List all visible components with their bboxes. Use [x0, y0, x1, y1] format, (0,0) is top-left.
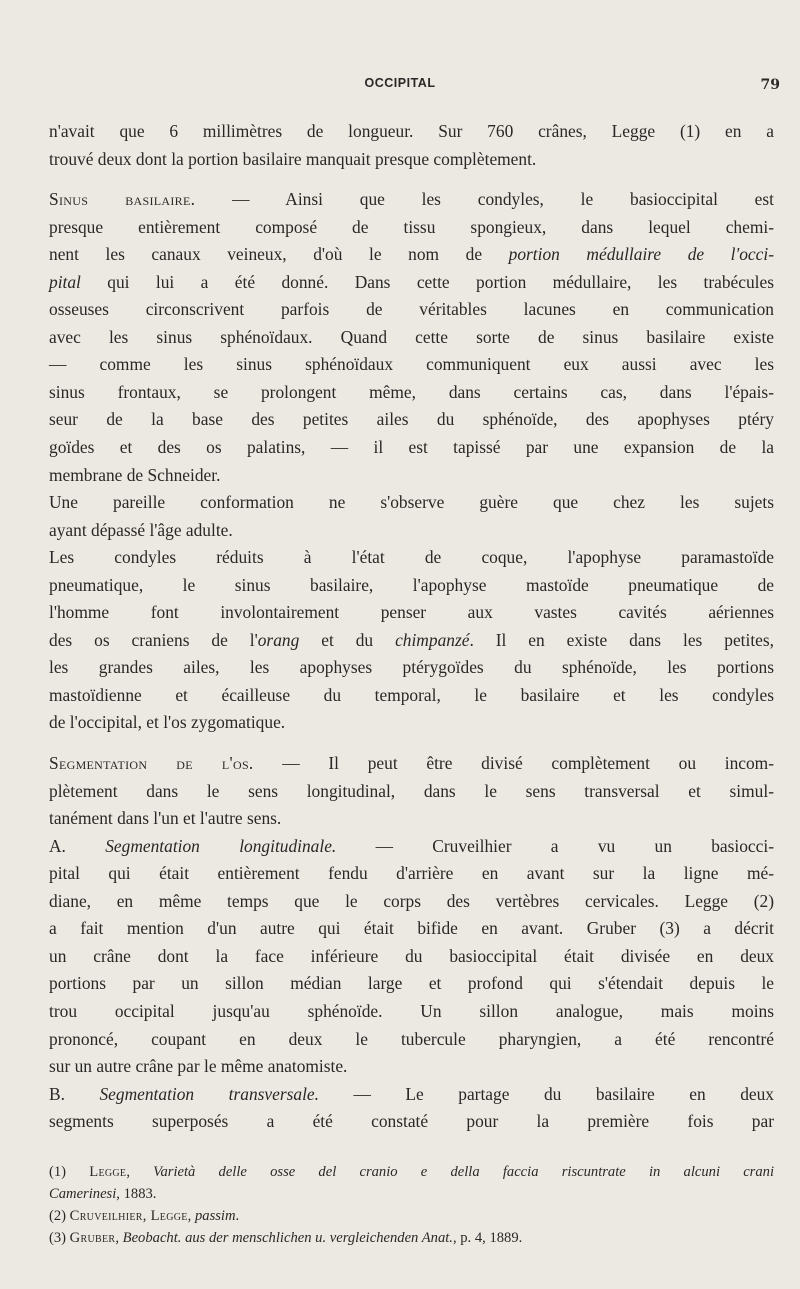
text-line: nent les canaux veineux, d'où le nom de portion médullaire de l'occi- — [49, 244, 774, 265]
page-number: 79 — [760, 77, 780, 93]
section-heading-sinus: Sinus basilaire. — [49, 189, 196, 210]
running-title: OCCIPITAL — [364, 76, 436, 90]
text-line: trouvé deux dont la portion basilaire manquait presque complètement. — [49, 148, 537, 169]
footnote-1-cont: Camerinesi, 1883. — [49, 1186, 157, 1202]
text-line: presque entièrement composé de tissu spongieux, dans lequel chemi- — [49, 216, 774, 237]
section-heading-segmentation: Segmentation de l'os. — [49, 753, 254, 774]
text-line: a fait mention d'un autre qui était bifide en avant. Gruber (3) a décrit — [49, 918, 774, 939]
text-line: pital qui lui a été donné. Dans cette portion médullaire, les trabécules — [49, 271, 774, 292]
text-line: les grandes ailes, les apophyses ptérygoïdes du sphénoïde, les portions — [49, 657, 774, 678]
text-line: prononcé, coupant en deux le tubercule pharyngien, a été rencontré — [49, 1028, 774, 1049]
subsection-title-b: Segmentation transversale. — [99, 1083, 319, 1104]
text-line: Une pareille conformation ne s'observe guère que chez les sujets — [49, 492, 774, 513]
text-line: goïdes et des os palatins, — il est tapissé par une expansion de la — [49, 437, 774, 458]
text-line: — comme les sinus sphénoïdaux communiquent eux aussi avec les — [49, 354, 774, 375]
text-line: n'avait que 6 millimètres de longueur. Sur 760 crânes, Legge (1) en a — [49, 121, 774, 141]
text-line: un crâne dont la face inférieure du basioccipital était divisée en deux — [49, 945, 774, 966]
text-line: portions par un sillon médian large et profond qui s'étendait depuis le — [49, 973, 774, 994]
text-line: membrane de Schneider. — [49, 464, 221, 485]
text-line: diane, en même temps que le corps des vertèbres cervicales. Legge (2) — [49, 890, 774, 911]
text-line: des os craniens de l'orang et du chimpanzé. Il en existe dans les petites, — [49, 629, 774, 650]
text-line: sinus frontaux, se prolongent même, dans certains cas, dans l'épais- — [49, 381, 774, 402]
italic-term: portion médullaire de l'occi- — [508, 244, 774, 265]
text-line: sur un autre crâne par le même anatomiste. — [49, 1056, 348, 1077]
text-line: trou occipital jusqu'au sphénoïde. Un sillon analogue, mais moins — [49, 1000, 774, 1021]
text-line: A. Segmentation longitudinale. — Cruveilhier a vu un basiocci- — [49, 835, 774, 856]
text-line: avec les sinus sphénoïdaux. Quand cette sorte de sinus basilaire existe — [49, 326, 774, 347]
footnote-3: (3) Gruber, Beobacht. aus der menschlichen u. vergleichenden Anat., p. 4, 1889. — [49, 1230, 523, 1246]
italic-term: pital — [49, 271, 81, 292]
text-line: tanément dans l'un et l'autre sens. — [49, 808, 282, 829]
text-line: seur de la base des petites ailes du sphénoïde, des apophyses ptéry — [49, 409, 774, 430]
running-head — [0, 76, 800, 96]
text-line: mastoïdienne et écailleuse du temporal, le basilaire et les condyles — [49, 684, 774, 705]
footnotes — [49, 1161, 774, 1249]
text-line: osseuses circonscrivent parfois de véritables lacunes en communication — [49, 299, 774, 320]
subsection-title-a: Segmentation longitudinale. — [105, 835, 337, 856]
italic-term: orang — [257, 629, 300, 650]
text-line: Sinus basilaire. — Ainsi que les condyles, le basioccipital est — [49, 189, 775, 210]
body-text — [49, 118, 774, 1136]
text-line: B. Segmentation transversale. — Le partage du basilaire en deux — [49, 1083, 775, 1104]
footnote-2: (2) Cruveilhier, Legge, passim. — [49, 1208, 240, 1224]
footnote-1: (1) Legge, Varietà delle osse del cranio e della faccia riscuntrate in alcuni crani — [49, 1164, 775, 1180]
text-line: plètement dans le sens longitudinal, dans le sens transversal et simul- — [49, 780, 774, 801]
text-line: pital qui était entièrement fendu d'arrière en avant sur la ligne mé- — [49, 863, 774, 884]
text-line: Segmentation de l'os. — Il peut être divisé complètement ou incom- — [49, 753, 775, 774]
text-line: pneumatique, le sinus basilaire, l'apophyse mastoïde pneumatique de — [49, 574, 774, 595]
text-line: l'homme font involontairement penser aux vastes cavités aériennes — [49, 602, 774, 623]
italic-term: chimpanzé — [395, 629, 470, 650]
text-line: ayant dépassé l'âge adulte. — [49, 519, 233, 540]
text-line: segments superposés a été constaté pour la première fois par — [49, 1111, 774, 1132]
text-line: Les condyles réduits à l'état de coque, l'apophyse paramastoïde — [49, 547, 774, 568]
text-line: de l'occipital, et l'os zygomatique. — [49, 712, 286, 733]
